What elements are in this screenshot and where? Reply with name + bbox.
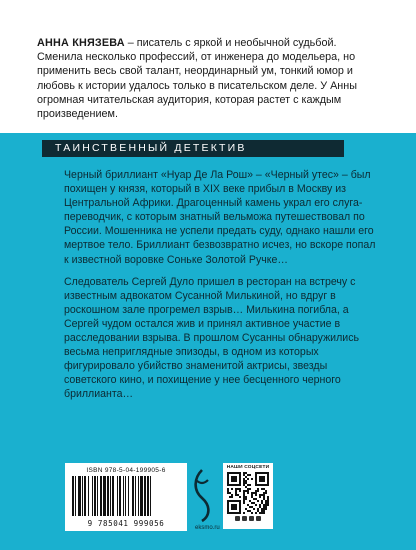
eksmo-logo-icon [190,468,214,523]
author-bio [37,36,382,121]
social-icon[interactable] [249,516,254,521]
barcode [70,476,182,518]
social-icon[interactable] [242,516,247,521]
book-description [64,168,382,410]
description-paragraph: Следователь Сергей Дуло пришел в ресторан на встречу с известным адвокатом Сусанной Милькиной, но вдруг в роскошном зале прогремел взрыв… Милькина погибла, а Сергей чудом остался жив и принял активное участие в расследовании взрыва. В прошлом Сусанны обнаружились весьма неприглядные эпизоды, в одном из которых фигурировало убийство знаменитой актрисы, звезды советского кино, и похищение у нее бесценного черного бриллианта… [64,275,360,401]
author-name: АННА КНЯЗЕВА [37,37,125,49]
isbn-label: ISBN 978-5-04-199905-6 [86,467,166,474]
social-title: НАШИ СОЦСЕТИ [226,465,270,470]
publisher-name: eksmo.ru [195,525,220,531]
author-bio-panel [0,0,416,133]
barcode-digits: 9 785041 999056 [87,519,165,528]
social-qr-block [223,463,273,529]
author-bio-text: – писатель с яркой и необычной судьбой. Сменила несколько профессий, от инженера до модельера, но применить весь свой талант, неординарный ум, тонкий юмор и любовь к истории удалось только в писательском деле. У Анны огромная читательская аудитория, которая растет с каждым произведением. [37,37,357,121]
isbn-block [65,463,187,531]
description-paragraph: Черный бриллиант «Нуар Де Ла Рош» – «Черный утес» – был похищен у князя, который в XIX веке прибыл в Москву из Центральной Африки. Драгоценный камень украл его слуга-переводчик, с которым знатный вельможа путешествовал по России. Мошенника не успели предать суду, однако нашли его мертвое тело. Бриллиант безвозвратно исчез, но вскоре попал к известной воровке Соньке Золотой Ручке… [64,169,376,266]
series-band: ТАИНСТВЕННЫЙ ДЕТЕКТИВ [42,140,344,157]
social-icon[interactable] [256,516,261,521]
qr-code-icon[interactable] [227,472,269,514]
social-icons [225,516,271,521]
social-icon[interactable] [235,516,240,521]
